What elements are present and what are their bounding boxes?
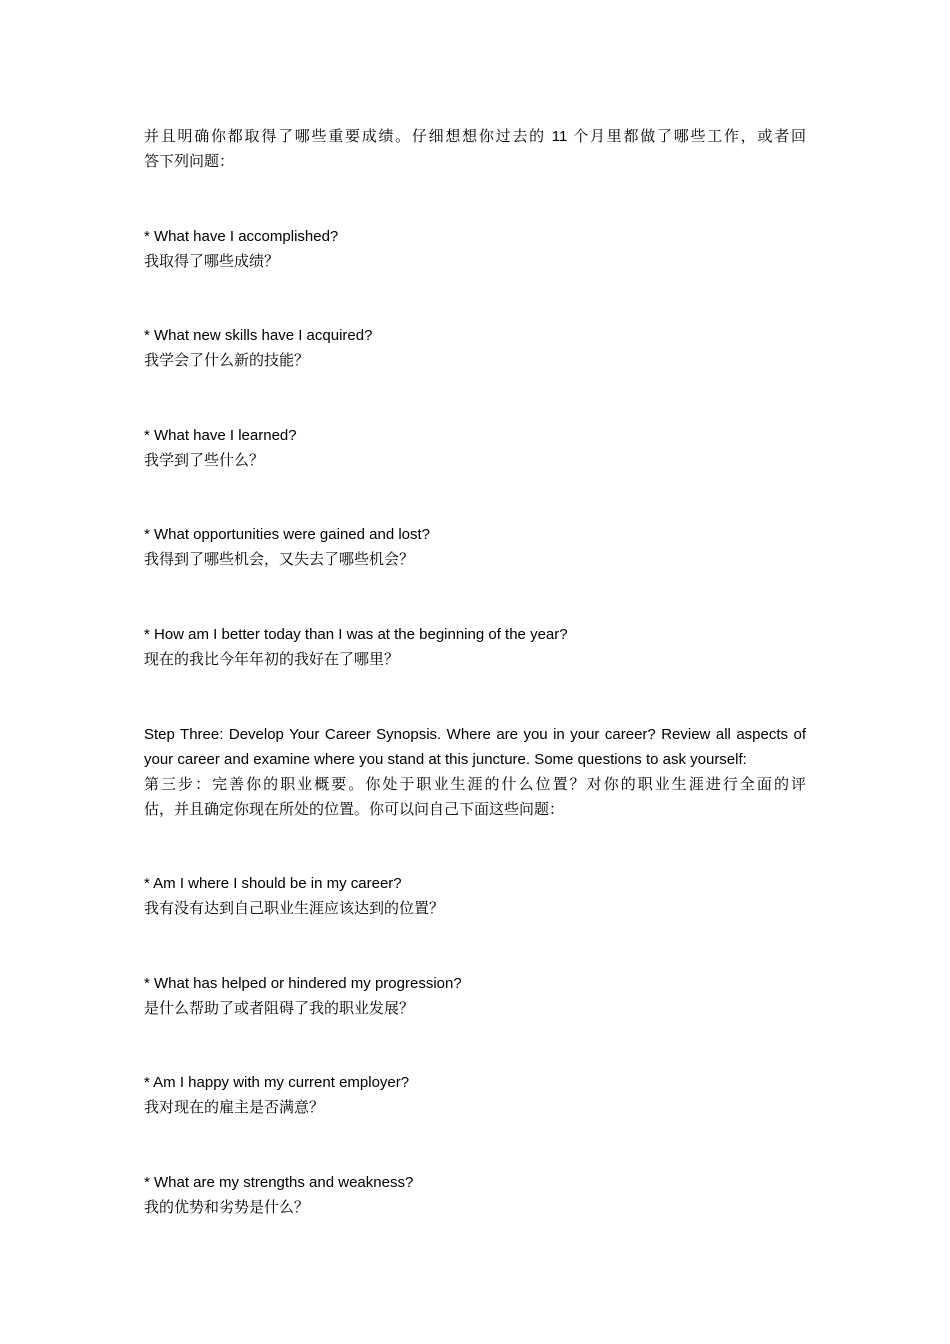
question-en: * Am I happy with my current employer? bbox=[144, 1074, 410, 1091]
question-accomplished bbox=[144, 224, 806, 274]
step-three-zh-line-2: 估，并且确定你现在所处的位置。你可以问自己下面这些问题： bbox=[144, 801, 565, 818]
question-zh: 现在的我比今年年初的我好在了哪里？ bbox=[144, 651, 400, 668]
step-three-en-line-2: your career and examine where you stand at this juncture. Some questions to ask yourself: bbox=[144, 751, 747, 768]
question-progression bbox=[144, 971, 806, 1021]
intro-line-2: 答下列问题： bbox=[144, 153, 235, 170]
question-en: * What are my strengths and weakness? bbox=[144, 1174, 414, 1191]
step-three-zh-line-1: 第三步：完善你的职业概要。你处于职业生涯的什么位置？对你的职业生涯进行全面的评 bbox=[144, 776, 806, 793]
question-en: * What have I learned? bbox=[144, 427, 297, 444]
question-en: * How am I better today than I was at the beginning of the year? bbox=[144, 626, 568, 643]
question-en: * What has helped or hindered my progression? bbox=[144, 975, 462, 992]
question-en: * Am I where I should be in my career? bbox=[144, 875, 402, 892]
question-zh: 我有没有达到自己职业生涯应该达到的位置？ bbox=[144, 900, 445, 917]
step-three-paragraph bbox=[144, 722, 806, 822]
question-zh: 是什么帮助了或者阻碍了我的职业发展？ bbox=[144, 1000, 415, 1017]
question-zh: 我得到了哪些机会，又失去了哪些机会？ bbox=[144, 551, 415, 568]
question-career-position bbox=[144, 871, 806, 921]
question-strengths bbox=[144, 1170, 806, 1220]
question-en: * What new skills have I acquired? bbox=[144, 327, 373, 344]
question-en: * What have I accomplished? bbox=[144, 228, 339, 245]
question-en: * What opportunities were gained and lost? bbox=[144, 526, 431, 543]
question-learned bbox=[144, 423, 806, 473]
intro-line-1: 并且明确你都取得了哪些重要成绩。仔细想想你过去的 11 个月里都做了哪些工作，或者回 bbox=[144, 128, 806, 145]
intro-paragraph bbox=[144, 124, 806, 174]
question-better-today bbox=[144, 622, 806, 672]
question-zh: 我的优势和劣势是什么？ bbox=[144, 1199, 310, 1216]
question-zh: 我取得了哪些成绩？ bbox=[144, 253, 280, 270]
step-three-en-line-1: Step Three: Develop Your Career Synopsis. Where are you in your career? Review all aspects of bbox=[144, 726, 806, 743]
question-zh: 我对现在的雇主是否满意？ bbox=[144, 1099, 325, 1116]
question-opportunities bbox=[144, 522, 806, 572]
question-employer bbox=[144, 1070, 806, 1120]
question-new-skills bbox=[144, 323, 806, 373]
question-zh: 我学到了些什么？ bbox=[144, 452, 265, 469]
question-zh: 我学会了什么新的技能？ bbox=[144, 352, 310, 369]
